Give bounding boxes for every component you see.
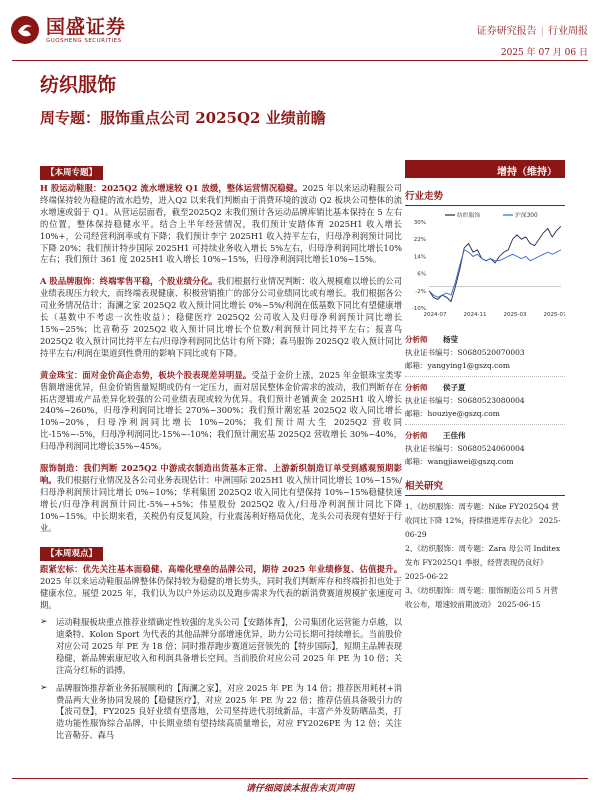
legend-label: 纺织服饰: [457, 213, 481, 219]
analyst-name: 侯子夏: [443, 383, 466, 392]
paragraph-jewelry: [40, 370, 402, 453]
series-line-textile: [429, 226, 561, 301]
company-logo: [10, 10, 170, 50]
analyst-role: 分析师: [405, 335, 428, 344]
list-item: ➢ 品牌服饰推荐新业务拓展顺利的【海澜之家】，对应 2025 年 PE 为 14 倍；推荐医用耗材+消费品两大业务协同发展的【稳健医疗】，对应 2025 年 PE 为 22 倍；推荐估值具备吸引力的【波司登】，FY2025 良好业绩有望落地，公司坚持进代羽绒新品，丰富产外发防晒品类，打造功能性服饰综合品牌，中长期业绩有望持续高质量增长，对应 FY2026PE 为 12 倍；关注比音勒芬、森马: [40, 682, 402, 741]
y-tick-label: 14%: [413, 254, 426, 261]
analyst-email[interactable]: 邮箱：wangjiawei@gszq.com: [405, 457, 514, 466]
logo-icon: [10, 15, 40, 45]
analyst-email[interactable]: 邮箱：houziye@gszq.com: [405, 409, 500, 418]
analyst-name: 杨莹: [443, 335, 458, 344]
header-divider: [12, 60, 588, 61]
analyst-name: 王佳伟: [443, 431, 466, 440]
paragraph-lead: 服饰制造：我们判断 2025Q2 中游成衣制造出货基本正常、上游新织制造订单受到感观预期影响。: [40, 463, 402, 485]
page-title: 周专题：服饰重点公司 2025Q2 业绩前瞻: [40, 109, 326, 127]
analyst-cert: 执业证书编号：S0680523080004: [405, 396, 525, 405]
paragraph-manufacturing: [40, 463, 402, 534]
bullet-icon: ➢: [40, 617, 48, 628]
related-list: [405, 500, 565, 612]
related-heading: 相关研究: [405, 478, 565, 496]
x-tick-label: 2025-03: [503, 312, 527, 318]
analyst-card: [405, 333, 565, 372]
paragraph-h-shares: [40, 183, 402, 266]
paragraph-lead: H 股运动鞋服：2025Q2 流水增速较 Q1 放缓，整体运营情况稳健。: [40, 183, 303, 193]
y-tick-label: -2%: [415, 288, 426, 295]
report-meta: 证券研究报告 | 行业周报 2025 年 07 月 06 日: [476, 26, 588, 58]
main-content: [40, 160, 402, 748]
paragraph-lead: 黄金珠宝：面对金价高企态势，板块个股表现差异明显。: [40, 369, 252, 380]
analyst-card: [405, 429, 565, 468]
x-tick-label: 2024-07: [423, 312, 447, 318]
paragraph-a-shares: [40, 276, 402, 359]
series-line-csi300: [429, 250, 561, 297]
paragraph-view: [40, 564, 402, 612]
paragraph-body: 2025 年以来运动鞋服公司终端保持较为稳健的流水趋势，进入Q2 以来我们判断由于消费环境的波动 Q2 板块公司整体的流水增速或弱于 Q1。从营运层面看，截至2025Q2 末我们预计各运动品牌库销比基本保持在 5 左右的位置，整体保持稳健水平。结合上半年经营情况，我们预计安踏体育 2025H1 收入增长 10%+，公司经营利润率或有下降；我们预计李宁 2025H1 收入持平左右，归母净利润预计同比下降 20%；我们预计特步国际 2025H1 可持续业务收入增长 5%左右，归母净利润同比增长10%左右；我们预计 361 度 2025H1 收入增长 10%~15%，归母净利润同比增长10%~15%。: [40, 183, 402, 265]
industry-name: 纺织服饰: [40, 74, 117, 96]
logo-english: GUOSHENG SECURITIES: [46, 38, 122, 44]
analyst-card: [405, 381, 565, 420]
y-tick-label: 6%: [417, 271, 426, 278]
logo-name: 国盛证券: [46, 16, 127, 38]
analyst-cert: 执业证书编号：S0680524060004: [405, 444, 525, 453]
paragraph-lead: 跟紧宏标：优先关注基本面稳健、高端化壁垒的品牌公司，期待 2025 年业绩修复、估值提升。: [40, 564, 402, 575]
paragraph-body: 2025 年以来运动鞋服品牌整体仍保持较为稳健的增长势头，同时我们判断库存和终端折扣也处于健康水位。展望 2025 年，我们认为以户外运动以及跑步需求为代表的新消费赛道规模扩张速度可期。: [40, 576, 402, 611]
paragraph-lead: A 股品牌服饰：终端零售平稳，个股业绩分化。: [40, 276, 218, 287]
footer-divider: [12, 778, 588, 779]
bullet-icon: ➢: [40, 682, 48, 693]
report-date: 2025 年 07 月 06 日: [500, 48, 588, 58]
y-tick-label: 30%: [413, 220, 426, 226]
analyst-list: [405, 333, 565, 468]
paragraph-body: 受益于金价上涨，2025 年金银珠宝类零售额增速优异，但金价销售量短期或仍有一定压力，面对居民整体金价需求的波动，我们判断存在拓店逻辑或产品差异化较强的公司业绩表现或较为优异。我们预计老铺黄金 2025H1 收入增长 240%~260%，归母净利润同比增长 270%~300%；我们预计潮宏基 2025Q2 收入同比增长 10%~20%，归母净利润同比增长 10%~20%；我们预计周大生 2025Q2 营收同比-15%~-5%，归母净利润同比-15%~-10%；我们预计潮宏基 2025Q2 营收增长 30%~40%，归母净利润同比增长35%~45%。: [40, 369, 402, 452]
section-tag-view: 【本周观点】: [40, 547, 103, 561]
analyst-cert: 执业证书编号：S0680520070003: [405, 348, 525, 357]
trend-heading: 行业走势: [405, 188, 565, 206]
y-tick-label: 22%: [413, 237, 426, 244]
report-type: 证券研究报告: [476, 26, 537, 37]
legend-label: 沪深300: [515, 213, 538, 219]
paragraph-body: 我们根据行业情况判断：收入规模难以增长的公司业绩表现压力较大，而终端表现健康、积极营销推广的部分公司业绩同比或有增长。我们根据各公司业务情况估计：海澜之家 2025Q2 收入预计同比增长 0%~5%/利润在低基数下同比有望健康增长（基数中不考虑一次性收益）；稳健医疗 2025Q2 公司收入及归母净利润预计同比增长 15%~25%；比音勒芬 2025Q2 收入预计同比增长个位数/利润预计同比持平左右；报喜鸟 2025Q2 收入预计同比持平左右/归母净利润同比估计有所下降；森马服饰 2025Q2 收入预计同比持平左右/利润在渠道到性费用的影响下同比或有下降。: [40, 276, 402, 358]
recommendation-list: [40, 617, 402, 742]
x-tick-label: 2024-11: [463, 312, 487, 318]
sidebar: [405, 160, 565, 612]
report-kind: 行业周报: [548, 26, 588, 37]
y-tick-label: -10%: [411, 306, 426, 312]
analyst-role: 分析师: [405, 383, 428, 392]
x-tick-label: 2025-07: [543, 312, 565, 318]
related-item[interactable]: 2、《纺织服饰：周专题：Zara 母公司 Inditex 发布 FY2025Q1 季报，经营表现仍良好》 2025-06-22: [405, 544, 561, 581]
paragraph-body: 我们根据行业情况及各公司业务表现估计：申洲国际 2025H1 收入预计同比增长 10%~15%/归母净利润预计同比增长 0%~10%；华利集团 2025Q2 收入同比有望保持 10%~15%稳健快速增长/归母净利润预计同比-5%~+5%；伟星股份 2025Q2 收入/归母净利润预计同比下降 10%~15%。中长期来看，关税仍有反复风险，行业震荡利好格局优化，龙头公司表现有望好于行业。: [40, 474, 402, 533]
list-item: ➢ 运动鞋服板块重点推荐业绩确定性较强的龙头公司【安踏体育】，公司集团化运营能力卓越，以迪桑特、Kolon Sport 为代表的其他品牌分部增速优异，助力公司长期可持续增长。当前股价对应公司 2025 年 PE 为 18 倍；同时推荐跑步赛道运营领先的【特步国际】，短期主品牌表现稳健，新品牌索康尼收入和利润具备增长空间。当前股价对应公司 2025 年 PE 为 10 倍；关注高分红标的滔搏。: [40, 617, 402, 675]
analyst-role: 分析师: [405, 431, 428, 440]
related-item[interactable]: 3、《纺织服饰：周专题：服饰制造公司 5 月营收公布，增速较前期波动》 2025-06-15: [405, 586, 559, 609]
analyst-email[interactable]: 邮箱：yangying1@gszq.com: [405, 361, 510, 370]
related-item[interactable]: 1、《纺织服饰：周专题：Nike FY2025Q4 营收同比下降 12%，持续推进库存去化》 2025-06-29: [405, 502, 561, 539]
rating-badge: 增持（维持）: [405, 160, 565, 178]
section-tag-core: 【本周专题】: [40, 166, 103, 180]
footer-note: 请仔细阅读本报告末页声明: [245, 784, 354, 794]
trend-chart: [405, 208, 565, 323]
